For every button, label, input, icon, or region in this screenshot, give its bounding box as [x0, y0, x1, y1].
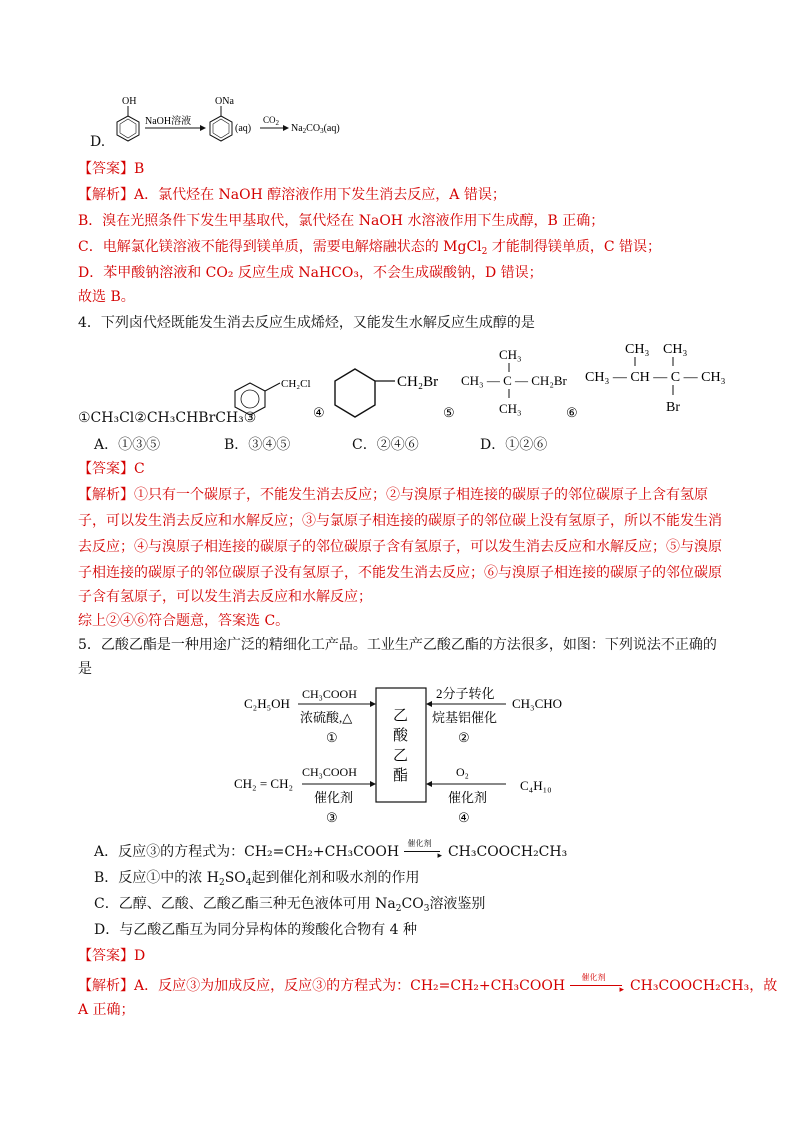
q5-explanation-line-2: A 正确； [78, 1002, 135, 1018]
ethyl-acetate-diagram [230, 680, 590, 830]
option-d: D．①②⑥ [480, 437, 548, 453]
svg-text:②: ② [458, 730, 470, 745]
svg-text:CH₃: CH₃ [499, 347, 522, 362]
q5-option-a: A．反应③的方程式为：CH₂=CH₂+CH₃COOH 催化剂 ▸ CH₃COOCH₂CH₃ [94, 839, 568, 861]
q4-explanation-line-5: 子含有氢原子，可以发生消去反应和水解反应； [78, 589, 372, 605]
q5-stem-line-1: 5．乙酸乙酯是一种用途广泛的精细化工产品。工业生产乙酸乙酯的方法很多，如图：下列说法不正确的 [78, 637, 717, 653]
q3-explanation-line-d: D．苯甲酸钠溶液和 CO₂ 反应生成 NaHCO₃，不会生成碳酸钠，D 错误； [78, 265, 543, 281]
q4-structures [225, 335, 735, 425]
svg-text:烷基铝催化: 烷基铝催化 [432, 710, 498, 725]
q3-conclusion: 故选 B。 [78, 289, 135, 305]
item-6-number: ⑥ [566, 405, 578, 420]
answer-value: B [134, 161, 145, 177]
svg-text:③: ③ [326, 810, 338, 825]
q5-option-c: C．乙醇、乙酸、乙酸乙酯三种无色液体可用 $Na_2CO_3$溶液鉴别 [94, 896, 486, 914]
ona-label: ONa [215, 96, 234, 107]
svg-text:酯: 酯 [393, 768, 409, 784]
svg-text:CH₃ — C — CH₂Br: CH₃ — C — CH₂Br [461, 373, 567, 388]
svg-text:①: ① [326, 730, 338, 745]
svg-text:CH₃: CH₃ [625, 342, 650, 357]
r3-reactant: CH₂ = CH₂ [234, 776, 294, 791]
item-5-number: ⑤ [443, 405, 455, 420]
svg-text:Br: Br [666, 400, 680, 415]
svg-text:Na2CO3(aq): $Na_2CO_3(aq)$ [291, 123, 340, 135]
q5-option-d: D．与乙酸乙酯互为同分异构体的羧酸化合物有 4 种 [94, 922, 418, 938]
svg-text:CO2: $CO_2$ [263, 115, 280, 127]
svg-text:酸: 酸 [393, 728, 409, 744]
svg-text:CH₃: CH₃ [663, 342, 688, 357]
svg-text:CH₃COOH: CH₃COOH [302, 765, 357, 779]
option-b: B．③④⑤ [224, 437, 291, 453]
ch2br-label: CH₂Br [397, 374, 439, 390]
svg-text:CH₃COOH: CH₃COOH [302, 687, 357, 701]
svg-text:CH₃: CH₃ [499, 401, 522, 416]
naoh-label: NaOH溶液 [145, 116, 192, 127]
oh-label: OH [122, 96, 137, 107]
q3-answer [78, 160, 144, 178]
option-d-label: D. [90, 134, 106, 150]
svg-text:2分子转化: 2分子转化 [436, 686, 495, 701]
phenol-reaction-diagram [105, 88, 375, 150]
q4-stem: 4．下列卤代烃既能发生消去反应生成烯烃，又能发生水解反应生成醇的是 [78, 315, 535, 331]
svg-text:O₂: O₂ [456, 765, 469, 779]
q3-explanation-line-a: 【解析】A．氯代烃在 NaOH 醇溶液作用下发生消去反应，A 错误； [78, 187, 506, 203]
svg-text:浓硫酸,△: 浓硫酸,△ [300, 710, 353, 725]
svg-text:催化剂: 催化剂 [448, 790, 488, 805]
svg-text:乙: 乙 [393, 708, 409, 724]
q3-explanation-line-b: B．溴在光照条件下发生甲基取代，氯代烃在 NaOH 水溶液作用下生成醇，B 正确； [78, 213, 605, 229]
aq-label: (aq) [235, 123, 252, 134]
q4-explanation-line-3: 去反应；④与溴原子相连接的碳原子的邻位碳原子含有氢原子，可以发生消去反应和水解反应；⑤与溴原 [78, 539, 722, 555]
option-a: A．①③⑤ [94, 437, 161, 453]
ch2cl-label: CH₂Cl [281, 378, 311, 390]
q5-option-b: B．反应①中的浓 $H_2SO_4$起到催化剂和吸水剂的作用 [94, 870, 420, 888]
explanation-tag: 【解析】 [78, 187, 134, 203]
q5-explanation-line-1: 【解析】A．反应③为加成反应，反应③的方程式为：CH₂=CH₂+CH₃COOH 催化剂 ▸ CH₃COOCH₂CH₃，故 [78, 973, 778, 995]
q4-explanation-line-4: 子相连接的碳原子的邻位碳原子没有氢原子，不能发生消去反应；⑥与溴原子相连接的碳原子的邻位碳原 [78, 565, 722, 581]
svg-text:乙: 乙 [393, 748, 409, 764]
q4-conclusion: 综上②④⑥符合题意，答案选 C。 [78, 613, 290, 629]
q4-answer: 【答案】C [78, 461, 145, 477]
q5-stem-line-2: 是 [78, 661, 92, 677]
option-c: C．②④⑥ [352, 437, 419, 453]
svg-text:CH₃ — CH — C — CH₃: CH₃ — CH — C — CH₃ [585, 370, 726, 385]
q3-explanation-line-c: C．电解氯化镁溶液不能得到镁单质，需要电解熔融状态的 MgCl$_2$ 才能制得镁单质，C 错误； [78, 239, 662, 257]
q4-items-text: ①CH₃Cl②CH₃CHBrCH₃③ [78, 410, 257, 426]
r1-reactant: C₂H₅OH [244, 696, 290, 711]
answer-tag: 【答案】 [78, 161, 134, 177]
item-4-number: ④ [313, 405, 325, 420]
co2-label: CO [263, 115, 276, 125]
q4-explanation-line-2: 子，可以发生消去反应和水解反应；③与氯原子相连接的碳原子的邻位碳上没有氢原子，所以不能发生消 [78, 513, 722, 529]
r4-reactant: C₄H₁₀ [520, 778, 552, 793]
q5-answer: 【答案】D [78, 948, 146, 964]
svg-text:④: ④ [458, 810, 470, 825]
r2-reactant: CH₃CHO [512, 696, 563, 711]
q4-explanation-line-1: 【解析】①只有一个碳原子，不能发生消去反应；②与溴原子相连接的碳原子的邻位碳原子上含有氢原 [78, 487, 708, 503]
svg-text:催化剂: 催化剂 [314, 790, 354, 805]
